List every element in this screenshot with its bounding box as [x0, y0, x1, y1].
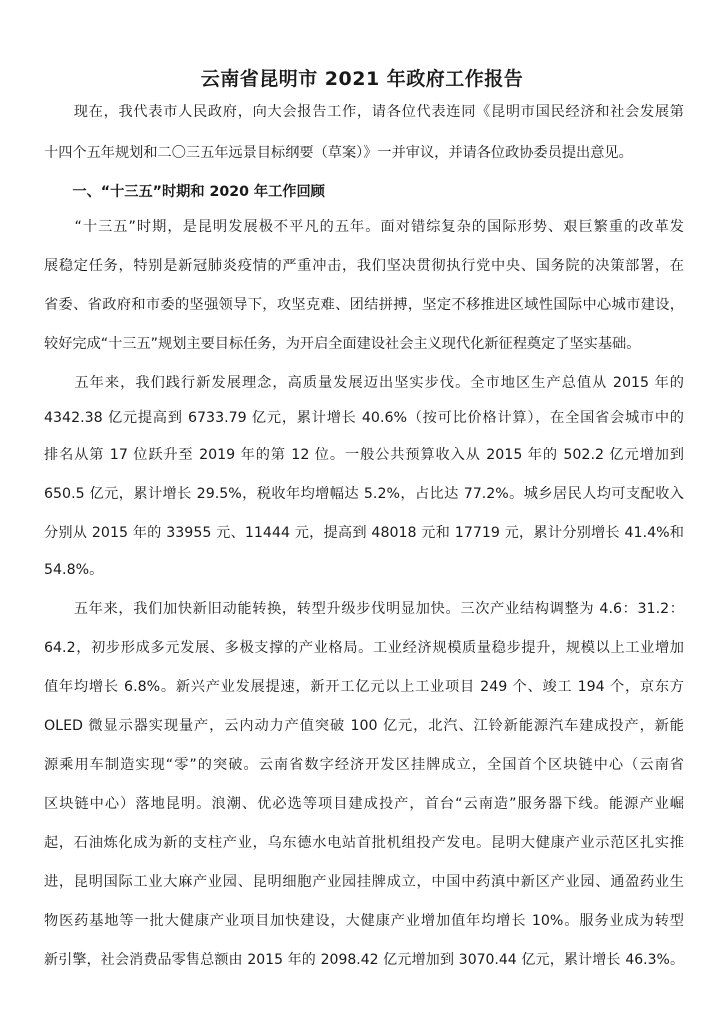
- section-heading: 一、“十三五”时期和 2020 年工作回顾: [44, 184, 325, 200]
- paragraph-line: “十三五”时期，是昆明发展极不平凡的五年。面对错综复杂的国际形势、艰巨繁重的改革发: [44, 219, 684, 235]
- paragraph-line: 排名从第 17 位跃升至 2019 年的第 12 位。一般公共预算收入从 2015 年的 502.2 亿元增加到: [44, 447, 684, 463]
- paragraph-line: 值年均增长 6.8%。新兴产业发展提速，新开工亿元以上工业项目 249 个、竣工 194 个，京东方: [44, 679, 684, 695]
- paragraph-line: 现在，我代表市人民政府，向大会报告工作，请各位代表连同《昆明市国民经济和社会发展第: [44, 104, 684, 120]
- paragraph-line: 五年来，我们践行新发展理念，高质量发展迈出坚实步伐。全市地区生产总值从 2015 年的: [44, 375, 684, 391]
- paragraph-line: 区块链中心）落地昆明。浪潮、优必选等项目建成投产，首台“云南造”服务器下线。能源产业崛: [44, 796, 684, 812]
- paragraph-line: 新引擎，社会消费品零售总额由 2015 年的 2098.42 亿元增加到 3070.44 亿元，累计增长 46.3%。: [44, 952, 684, 968]
- paragraph-line: 4342.38 亿元提高到 6733.79 亿元，累计增长 40.6%（按可比价格计算），在全国省会城市中的: [44, 410, 684, 426]
- document-title: 云南省昆明市 2021 年政府工作报告: [200, 68, 524, 90]
- paragraph-line: 五年来，我们加快新旧动能转换，转型升级步伐明显加快。三次产业结构调整为 4.6：31.2：: [44, 601, 684, 617]
- paragraph-line: 源乘用车制造实现“零”的突破。云南省数字经济开发区挂牌成立，全国首个区块链中心（云南省: [44, 757, 684, 773]
- paragraph-line: 省委、省政府和市委的坚强领导下，攻坚克难、团结拼搏，坚定不移推进区域性国际中心城市建设，: [44, 297, 684, 313]
- paragraph-line: 较好完成“十三五”规划主要目标任务，为开启全面建设社会主义现代化新征程奠定了坚实基础。: [44, 336, 641, 352]
- paragraph-line: 进，昆明国际工业大麻产业园、昆明细胞产业园挂牌成立，中国中药滇中新区产业园、通盈药业生: [44, 874, 684, 890]
- paragraph-line: 分别从 2015 年的 33955 元、11444 元，提高到 48018 元和 17719 元，累计分别增长 41.4%和: [44, 525, 684, 541]
- paragraph-line: 展稳定任务，特别是新冠肺炎疫情的严重冲击，我们坚决贯彻执行党中央、国务院的决策部署，在: [44, 258, 684, 274]
- paragraph-line: 物医药基地等一批大健康产业项目加快建设，大健康产业增加值年均增长 10%。服务业成为转型: [44, 913, 684, 929]
- paragraph-line: 54.8%。: [44, 562, 104, 578]
- paragraph-line: OLED 微显示器实现量产，云内动力产值突破 100 亿元，北汽、江铃新能源汽车建成投产，新能: [44, 718, 684, 734]
- paragraph-line: 64.2，初步形成多元发展、多极支撑的产业格局。工业经济规模质量稳步提升，规模以上工业增加: [44, 640, 684, 656]
- paragraph-line: 起，石油炼化成为新的支柱产业，乌东德水电站首批机组投产发电。昆明大健康产业示范区扎实推: [44, 835, 684, 851]
- paragraph-line: 十四个五年规划和二〇三五年远景目标纲要（草案）》一并审议，并请各位政协委员提出意见。: [44, 145, 633, 161]
- paragraph-line: 650.5 亿元，累计增长 29.5%，税收年均增幅达 5.2%，占比达 77.2%。城乡居民人均可支配收入: [44, 486, 684, 502]
